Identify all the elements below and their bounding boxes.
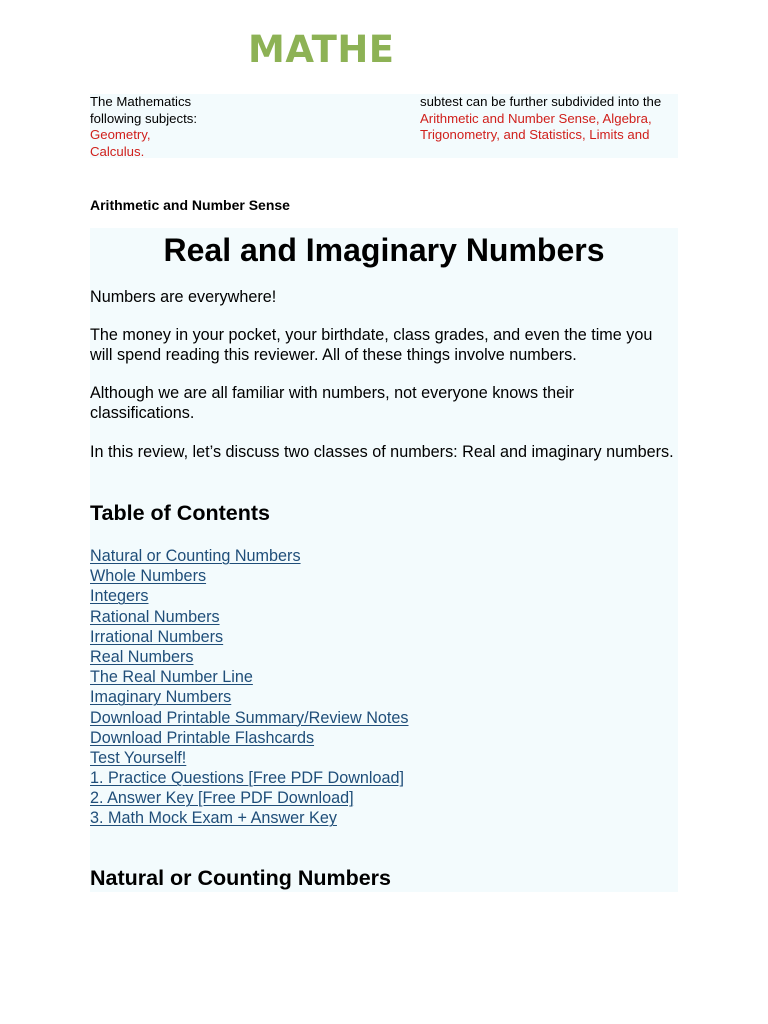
intro-text-block (90, 94, 678, 158)
toc-item (90, 728, 409, 748)
intro-right-line: subtest can be further subdivided into the (420, 94, 662, 109)
intro-right-column (420, 94, 678, 144)
toc-item (90, 607, 409, 627)
article-paragraph: Numbers are everywhere! (90, 288, 277, 306)
intro-left-line: The Mathematics (90, 94, 192, 109)
article-paragraph: Although we are all familiar with numbers, not everyone knows their classifications. (90, 384, 575, 422)
intro-left-line: following subjects: (90, 110, 198, 126)
toc-link-irrational-numbers[interactable]: Irrational Numbers (90, 627, 224, 646)
toc-link-mock-exam[interactable]: 3. Math Mock Exam + Answer Key (90, 809, 337, 828)
intro-subject-text: Calculus. (90, 143, 145, 159)
toc-item (90, 708, 409, 728)
toc-link-download-flashcards[interactable]: Download Printable Flashcards (90, 728, 315, 747)
toc-item (90, 667, 409, 687)
intro-subject-text: Trigonometry, and Statistics, Limits and (420, 127, 650, 143)
toc-link-practice-questions[interactable]: 1. Practice Questions [Free PDF Download] (90, 769, 404, 788)
section-heading: Natural or Counting Numbers (90, 866, 392, 890)
toc-heading: Table of Contents (90, 501, 270, 525)
intro-left-column (90, 94, 240, 160)
article-paragraph: The money in your pocket, your birthdate, class grades, and even the time you will spend reading this reviewer. All of these things involve numbers. (90, 326, 653, 364)
toc-item (90, 808, 409, 828)
article-paragraph: In this review, let’s discuss two classes of numbers: Real and imaginary numbers. (90, 443, 674, 461)
article-content (90, 228, 678, 892)
toc-item (90, 647, 409, 667)
table-of-contents (90, 546, 409, 829)
toc-link-integers[interactable]: Integers (90, 587, 149, 606)
intro-subject-text: Arithmetic and Number Sense, Algebra, (420, 110, 652, 126)
toc-link-whole-numbers[interactable]: Whole Numbers (90, 567, 207, 586)
toc-link-test-yourself[interactable]: Test Yourself! (90, 748, 187, 767)
toc-item (90, 566, 409, 586)
toc-link-imaginary-numbers[interactable]: Imaginary Numbers (90, 688, 232, 707)
intro-subject-text: Geometry, (90, 127, 151, 143)
toc-item (90, 627, 409, 647)
toc-link-download-summary[interactable]: Download Printable Summary/Review Notes (90, 708, 409, 727)
toc-item (90, 788, 409, 808)
toc-item (90, 748, 409, 768)
toc-link-natural-numbers[interactable]: Natural or Counting Numbers (90, 547, 301, 565)
toc-link-real-number-line[interactable]: The Real Number Line (90, 668, 253, 687)
article-title: Real and Imaginary Numbers (163, 232, 605, 268)
section-label: Arithmetic and Number Sense (90, 197, 290, 213)
toc-link-real-numbers[interactable]: Real Numbers (90, 647, 194, 666)
toc-link-rational-numbers[interactable]: Rational Numbers (90, 607, 220, 626)
toc-item (90, 768, 409, 788)
toc-link-answer-key[interactable]: 2. Answer Key [Free PDF Download] (90, 789, 354, 808)
toc-item (90, 586, 409, 606)
page-title: MATHE (248, 28, 395, 71)
toc-item (90, 687, 409, 707)
toc-item (90, 546, 409, 566)
